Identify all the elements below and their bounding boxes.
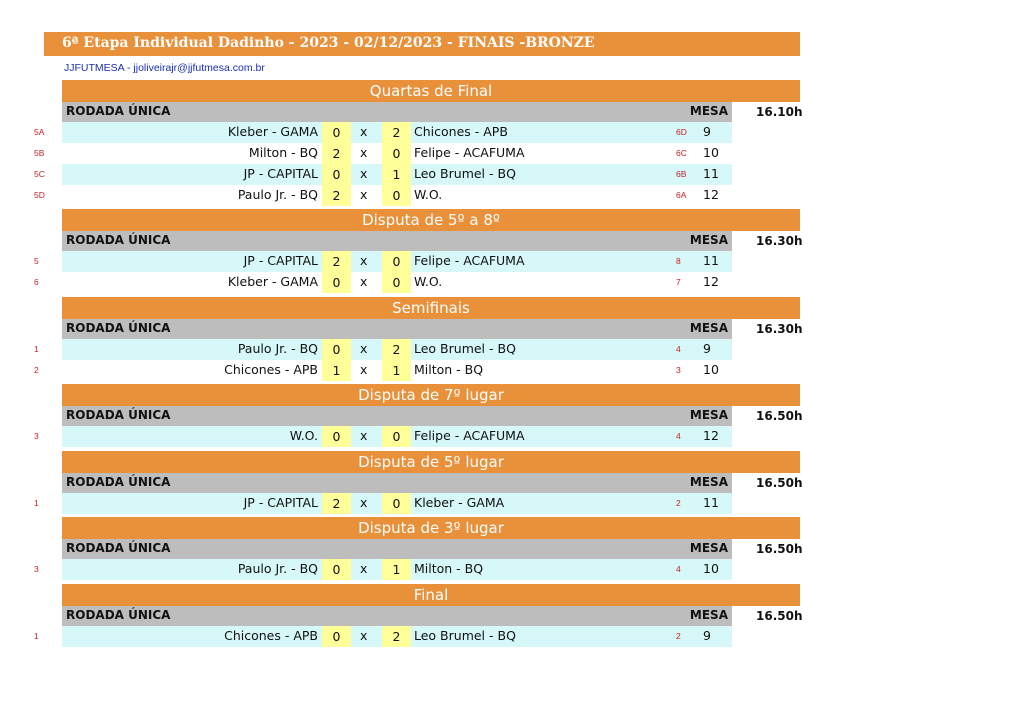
- match-row: [0, 426, 1024, 447]
- table-column-label: MESA: [689, 541, 728, 555]
- section-title: Disputa de 7º lugar: [62, 384, 800, 406]
- match-row: [0, 339, 1024, 360]
- table-number: 12: [703, 274, 719, 289]
- versus-label: x: [360, 166, 368, 181]
- home-player: Kleber - GAMA: [227, 124, 318, 139]
- table-number: 9: [703, 341, 711, 356]
- home-score: 2: [322, 185, 351, 206]
- section-title: Disputa de 3º lugar: [62, 517, 800, 539]
- round-label: RODADA ÚNICA: [66, 475, 171, 489]
- home-score: 2: [322, 251, 351, 272]
- versus-label: x: [360, 628, 368, 643]
- home-seed: 5: [34, 256, 39, 266]
- away-seed: 6A: [676, 190, 687, 200]
- round-label: RODADA ÚNICA: [66, 233, 171, 247]
- home-player: Paulo Jr. - BQ: [237, 341, 318, 356]
- home-player: Paulo Jr. - BQ: [237, 187, 318, 202]
- away-seed: 2: [676, 498, 681, 508]
- home-seed: 5B: [34, 148, 45, 158]
- round-time: 16.30h: [756, 234, 803, 248]
- round-header: [62, 539, 732, 559]
- home-seed: 1: [34, 498, 39, 508]
- round-label: RODADA ÚNICA: [66, 104, 171, 118]
- table-number: 11: [703, 166, 719, 181]
- away-score: 1: [382, 164, 411, 185]
- away-score: 0: [382, 251, 411, 272]
- round-label: RODADA ÚNICA: [66, 321, 171, 335]
- round-time: 16.30h: [756, 322, 803, 336]
- versus-label: x: [360, 495, 368, 510]
- home-seed: 3: [34, 564, 39, 574]
- table-column-label: MESA: [689, 321, 728, 335]
- round-label: RODADA ÚNICA: [66, 541, 171, 555]
- home-seed: 2: [34, 365, 39, 375]
- versus-label: x: [360, 253, 368, 268]
- home-score: 0: [322, 426, 351, 447]
- away-score: 2: [382, 122, 411, 143]
- away-seed: 6C: [676, 148, 687, 158]
- section-title: Semifinais: [62, 297, 800, 319]
- section-title: Final: [62, 584, 800, 606]
- versus-label: x: [360, 561, 368, 576]
- home-player: W.O.: [289, 428, 318, 443]
- page-subtitle: JJFUTMESA - jjoliveirajr@jjfutmesa.com.br: [64, 62, 265, 74]
- versus-label: x: [360, 124, 368, 139]
- away-player: Leo Brumel - BQ: [414, 166, 516, 181]
- table-number: 12: [703, 428, 719, 443]
- home-player: Chicones - APB: [224, 628, 318, 643]
- home-score: 1: [322, 360, 351, 381]
- round-header: [62, 406, 732, 426]
- round-time: 16.50h: [756, 609, 803, 623]
- table-number: 9: [703, 124, 711, 139]
- versus-label: x: [360, 274, 368, 289]
- match-row: [0, 122, 1024, 143]
- table-column-label: MESA: [689, 475, 728, 489]
- away-player: Felipe - ACAFUMA: [414, 253, 525, 268]
- match-row: [0, 559, 1024, 580]
- away-player: Chicones - APB: [414, 124, 508, 139]
- home-score: 2: [322, 493, 351, 514]
- away-seed: 8: [676, 256, 681, 266]
- away-seed: 6D: [676, 127, 687, 137]
- away-player: W.O.: [414, 274, 443, 289]
- home-player: JP - CAPITAL: [243, 166, 318, 181]
- away-player: Leo Brumel - BQ: [414, 628, 516, 643]
- table-number: 11: [703, 495, 719, 510]
- home-player: Milton - BQ: [248, 145, 318, 160]
- title-bar: [44, 32, 800, 56]
- away-score: 0: [382, 493, 411, 514]
- table-number: 10: [703, 145, 719, 160]
- table-column-label: MESA: [689, 233, 728, 247]
- home-score: 0: [322, 164, 351, 185]
- table-column-label: MESA: [689, 608, 728, 622]
- home-score: 0: [322, 626, 351, 647]
- away-player: Felipe - ACAFUMA: [414, 428, 525, 443]
- table-number: 9: [703, 628, 711, 643]
- home-player: JP - CAPITAL: [243, 495, 318, 510]
- away-player: Felipe - ACAFUMA: [414, 145, 525, 160]
- round-label: RODADA ÚNICA: [66, 408, 171, 422]
- versus-label: x: [360, 341, 368, 356]
- away-seed: 4: [676, 431, 681, 441]
- home-score: 0: [322, 272, 351, 293]
- home-score: 0: [322, 339, 351, 360]
- away-score: 0: [382, 272, 411, 293]
- away-score: 1: [382, 360, 411, 381]
- round-time: 16.50h: [756, 409, 803, 423]
- versus-label: x: [360, 145, 368, 160]
- section-title: Quartas de Final: [62, 80, 800, 102]
- versus-label: x: [360, 428, 368, 443]
- home-seed: 6: [34, 277, 39, 287]
- round-time: 16.50h: [756, 542, 803, 556]
- away-player: Milton - BQ: [414, 362, 484, 377]
- home-seed: 5C: [34, 169, 45, 179]
- match-row: [0, 272, 1024, 293]
- home-seed: 5D: [34, 190, 45, 200]
- round-label: RODADA ÚNICA: [66, 608, 171, 622]
- round-time: 16.50h: [756, 476, 803, 490]
- round-header: [62, 473, 732, 493]
- table-number: 12: [703, 187, 719, 202]
- match-row: [0, 360, 1024, 381]
- away-player: Milton - BQ: [414, 561, 484, 576]
- home-seed: 1: [34, 344, 39, 354]
- versus-label: x: [360, 187, 368, 202]
- home-seed: 3: [34, 431, 39, 441]
- away-score: 0: [382, 426, 411, 447]
- home-score: 2: [322, 143, 351, 164]
- match-row: [0, 164, 1024, 185]
- home-score: 0: [322, 559, 351, 580]
- table-number: 11: [703, 253, 719, 268]
- away-score: 2: [382, 626, 411, 647]
- away-seed: 7: [676, 277, 681, 287]
- table-column-label: MESA: [689, 104, 728, 118]
- round-header: [62, 606, 732, 626]
- table-number: 10: [703, 561, 719, 576]
- table-number: 10: [703, 362, 719, 377]
- home-seed: 1: [34, 631, 39, 641]
- match-row: [0, 143, 1024, 164]
- round-header: [62, 319, 732, 339]
- home-player: Chicones - APB: [224, 362, 318, 377]
- match-row: [0, 626, 1024, 647]
- away-player: W.O.: [414, 187, 443, 202]
- match-row: [0, 251, 1024, 272]
- section-title: Disputa de 5º lugar: [62, 451, 800, 473]
- home-seed: 5A: [34, 127, 45, 137]
- round-header: [62, 102, 732, 122]
- page-title: 6ª Etapa Individual Dadinho - 2023 - 02/12/2023 - FINAIS -BRONZE: [62, 35, 595, 51]
- home-player: Paulo Jr. - BQ: [237, 561, 318, 576]
- home-player: JP - CAPITAL: [243, 253, 318, 268]
- away-seed: 2: [676, 631, 681, 641]
- away-score: 2: [382, 339, 411, 360]
- table-column-label: MESA: [689, 408, 728, 422]
- away-player: Kleber - GAMA: [414, 495, 505, 510]
- away-score: 0: [382, 143, 411, 164]
- section-title: Disputa de 5º a 8º: [62, 209, 800, 231]
- away-seed: 6B: [676, 169, 687, 179]
- away-seed: 4: [676, 344, 681, 354]
- match-row: [0, 185, 1024, 206]
- away-seed: 3: [676, 365, 681, 375]
- round-header: [62, 231, 732, 251]
- round-time: 16.10h: [756, 105, 803, 119]
- match-row: [0, 493, 1024, 514]
- versus-label: x: [360, 362, 368, 377]
- away-player: Leo Brumel - BQ: [414, 341, 516, 356]
- away-score: 0: [382, 185, 411, 206]
- away-seed: 4: [676, 564, 681, 574]
- home-score: 0: [322, 122, 351, 143]
- home-player: Kleber - GAMA: [227, 274, 318, 289]
- away-score: 1: [382, 559, 411, 580]
